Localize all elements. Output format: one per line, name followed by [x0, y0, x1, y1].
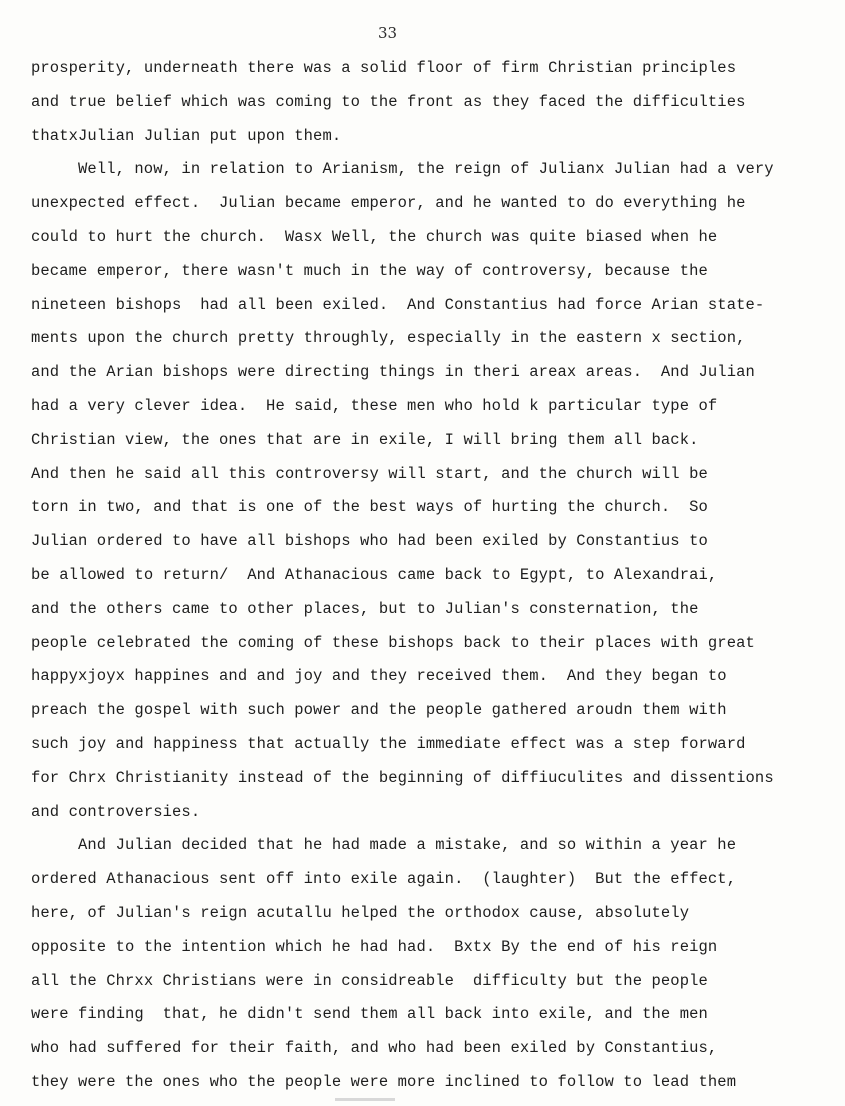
text-line: and controversies.	[31, 802, 201, 821]
text-line: preach the gospel with such power and the people gathered aroudn them with	[31, 701, 727, 720]
text-line: who had suffered for their faith, and who had been exiled by Constantius,	[31, 1039, 718, 1058]
text-line: torn in two, and that is one of the best ways of hurting the church. So	[31, 498, 708, 517]
text-line: and the Arian bishops were directing things in theri areax areas. And Julian	[31, 363, 755, 382]
text-line: be allowed to return/ And Athanacious came back to Egypt, to Alexandrai,	[31, 565, 718, 584]
text-line: had a very clever idea. He said, these men who hold k particular type of	[31, 396, 718, 415]
text-line: were finding that, he didn't send them all back into exile, and the men	[31, 1005, 708, 1024]
text-line: became emperor, there wasn't much in the way of controversy, because the	[31, 261, 708, 280]
text-line: people celebrated the coming of these bishops back to their places with great	[31, 633, 755, 652]
text-line: ordered Athanacious sent off into exile again. (laughter) But the effect,	[31, 870, 737, 889]
text-line: and the others came to other places, but to Julian's consternation, the	[31, 599, 699, 618]
text-line: Julian ordered to have all bishops who had been exiled by Constantius to	[31, 532, 708, 551]
text-line: unexpected effect. Julian became emperor, and he wanted to do everything he	[31, 194, 746, 213]
text-line: could to hurt the church. Wasx Well, the church was quite biased when he	[31, 227, 718, 246]
text-line: opposite to the intention which he had had. Bxtx By the end of his reign	[31, 937, 718, 956]
text-line: for Chrx Christianity instead of the beginning of diffiuculites and dissentions	[31, 768, 774, 787]
text-line: all the Chrxx Christians were in considreable difficulty but the people	[31, 971, 708, 990]
bottom-smudge-mark	[335, 1098, 395, 1101]
text-line: such joy and happiness that actually the immediate effect was a step forward	[31, 734, 746, 753]
text-line: And then he said all this controversy will start, and the church will be	[31, 464, 708, 483]
text-line: Well, now, in relation to Arianism, the reign of Julianx Julian had a very	[78, 160, 774, 179]
page-number: 33	[378, 24, 398, 42]
text-line: prosperity, underneath there was a solid floor of firm Christian principles	[31, 59, 737, 77]
text-line: they were the ones who the people were more inclined to follow to lead them	[31, 1072, 737, 1091]
text-line: Christian view, the ones that are in exile, I will bring them all back.	[31, 430, 699, 449]
text-line: thatxJulian Julian put upon them.	[31, 126, 342, 145]
text-line: here, of Julian's reign acutallu helped the orthodox cause, absolutely	[31, 903, 690, 922]
text-line: And Julian decided that he had made a mistake, and so within a year he	[78, 836, 737, 855]
text-line: nineteen bishops had all been exiled. And Constantius had force Arian state-	[31, 295, 765, 314]
text-line: ments upon the church pretty throughly, especially in the eastern x section,	[31, 329, 746, 348]
typed-text-body	[31, 58, 831, 1106]
text-line: happyxjoyx happines and and joy and they received them. And they began to	[31, 667, 727, 686]
text-line: and true belief which was coming to the front as they faced the difficulties	[31, 92, 746, 111]
